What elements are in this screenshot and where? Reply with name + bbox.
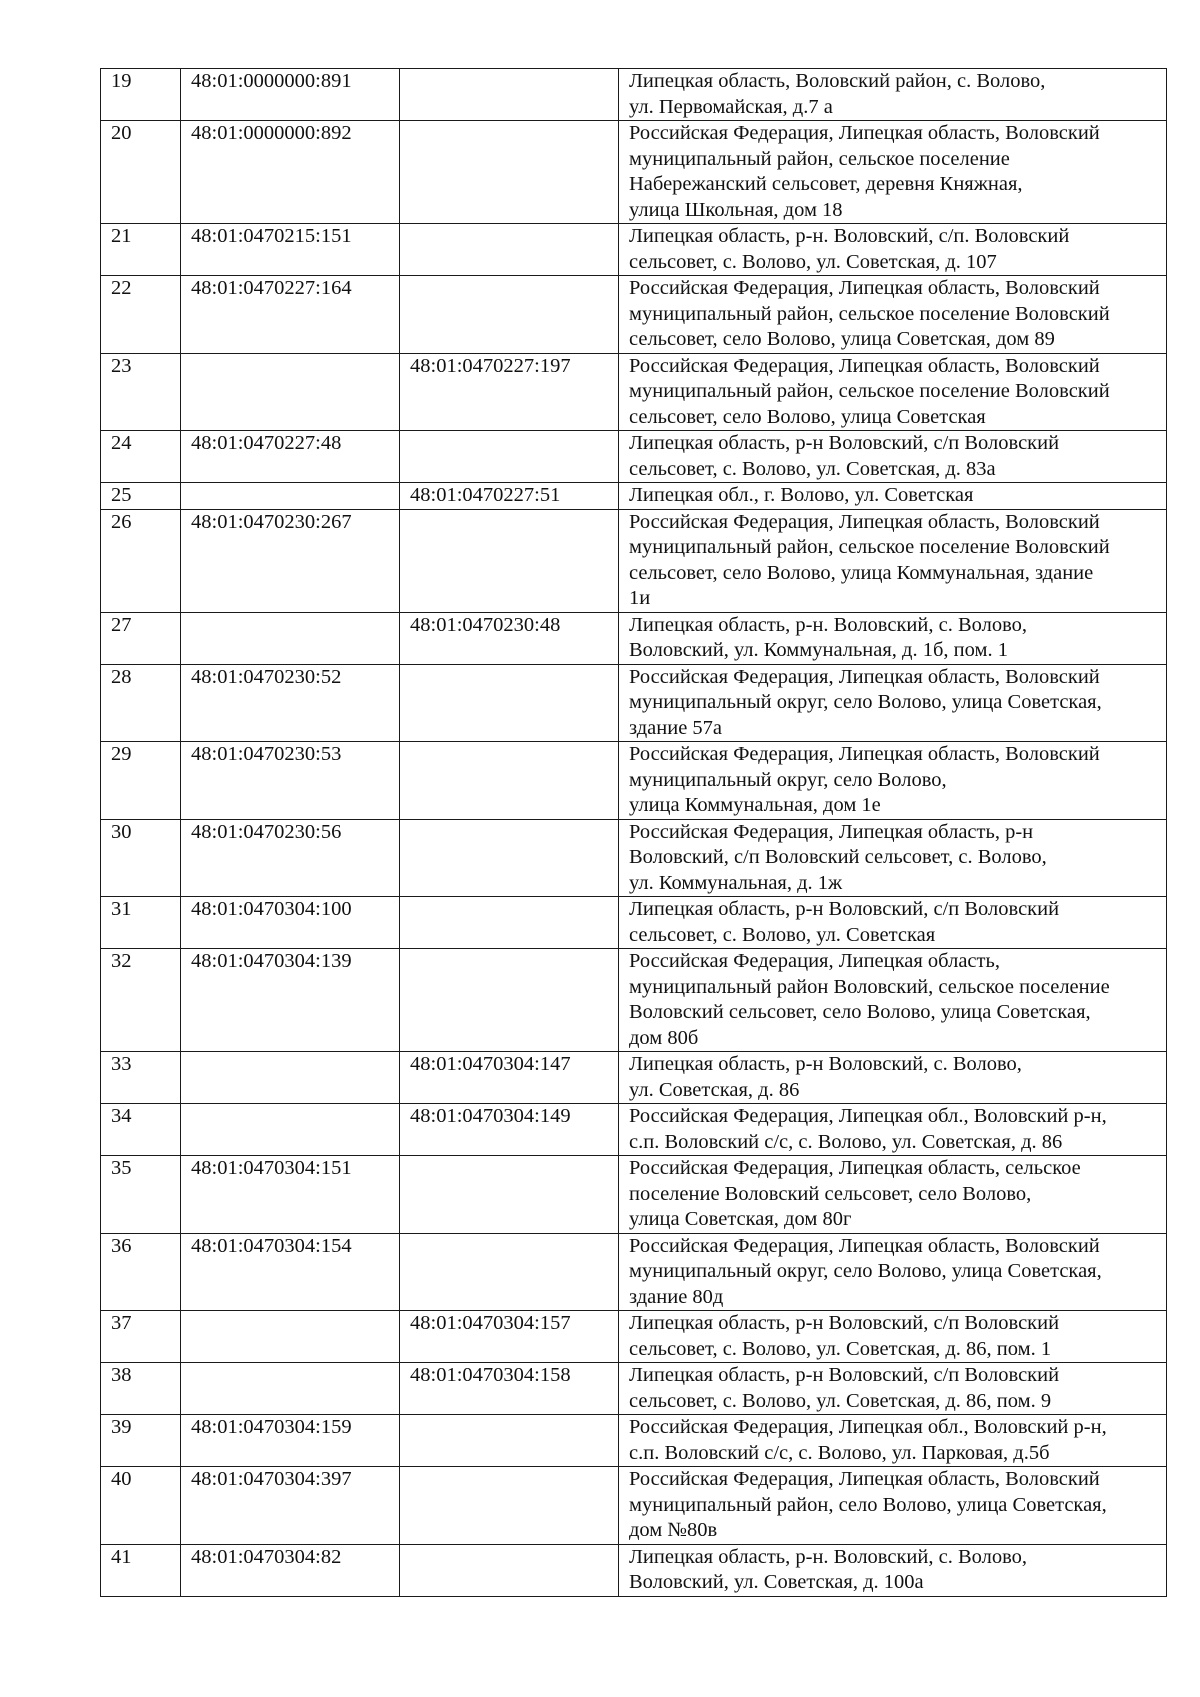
land-cadastral-cell: 48:01:0470215:151 — [181, 224, 400, 276]
building-cadastral-cell: 48:01:0470304:157 — [400, 1311, 619, 1363]
table-row — [101, 664, 1167, 742]
row-number-cell: 28 — [101, 664, 181, 742]
land-cadastral-cell: 48:01:0470230:56 — [181, 819, 400, 897]
land-cadastral-cell: 48:01:0470304:139 — [181, 949, 400, 1052]
table-row — [101, 1311, 1167, 1363]
table-row — [101, 509, 1167, 612]
row-number-cell: 30 — [101, 819, 181, 897]
row-number-cell: 20 — [101, 121, 181, 224]
row-number-cell: 26 — [101, 509, 181, 612]
land-cadastral-cell: 48:01:0470304:151 — [181, 1156, 400, 1234]
table-row — [101, 224, 1167, 276]
address-cell: Российская Федерация, Липецкая область, Воловский муниципальный район, сельское поселение Набережанский сельсовет, деревня Княжная, улица Школьная, дом 18 — [619, 121, 1167, 224]
row-number-cell: 25 — [101, 483, 181, 510]
address-cell: Липецкая область, р-н Воловский, с. Волово, ул. Советская, д. 86 — [619, 1052, 1167, 1104]
table-row — [101, 1467, 1167, 1545]
table-row — [101, 819, 1167, 897]
building-cadastral-cell — [400, 1415, 619, 1467]
table-row — [101, 742, 1167, 820]
registry-table-body — [101, 69, 1167, 1597]
address-cell: Российская Федерация, Липецкая область, Воловский муниципальный район, сельское поселение Воловский сельсовет, село Волово, улица Коммунальная, здание 1и — [619, 509, 1167, 612]
building-cadastral-cell — [400, 224, 619, 276]
table-row — [101, 69, 1167, 121]
land-cadastral-cell: 48:01:0470304:397 — [181, 1467, 400, 1545]
address-cell: Российская Федерация, Липецкая обл., Воловский р-н, с.п. Воловский с/с, с. Волово, ул. Парковая, д.5б — [619, 1415, 1167, 1467]
address-cell: Российская Федерация, Липецкая область, муниципальный район Воловский, сельское поселение Воловский сельсовет, село Волово, улица Советская, дом 80б — [619, 949, 1167, 1052]
land-cadastral-cell — [181, 1104, 400, 1156]
table-row — [101, 1104, 1167, 1156]
document-page — [100, 68, 1166, 1597]
row-number-cell: 35 — [101, 1156, 181, 1234]
table-row — [101, 483, 1167, 510]
building-cadastral-cell — [400, 897, 619, 949]
building-cadastral-cell — [400, 1233, 619, 1311]
table-row — [101, 1544, 1167, 1596]
address-cell: Липецкая область, Воловский район, с. Волово, ул. Первомайская, д.7 а — [619, 69, 1167, 121]
address-cell: Липецкая обл., г. Волово, ул. Советская — [619, 483, 1167, 510]
address-cell: Российская Федерация, Липецкая область, Воловский муниципальный округ, село Волово, улица Коммунальная, дом 1е — [619, 742, 1167, 820]
table-row — [101, 949, 1167, 1052]
building-cadastral-cell — [400, 509, 619, 612]
address-cell: Российская Федерация, Липецкая область, сельское поселение Воловский сельсовет, село Волово, улица Советская, дом 80г — [619, 1156, 1167, 1234]
row-number-cell: 19 — [101, 69, 181, 121]
building-cadastral-cell — [400, 121, 619, 224]
building-cadastral-cell — [400, 819, 619, 897]
land-cadastral-cell: 48:01:0470304:100 — [181, 897, 400, 949]
row-number-cell: 38 — [101, 1363, 181, 1415]
table-row — [101, 1156, 1167, 1234]
land-cadastral-cell — [181, 612, 400, 664]
table-row — [101, 1363, 1167, 1415]
building-cadastral-cell: 48:01:0470304:158 — [400, 1363, 619, 1415]
address-cell: Российская Федерация, Липецкая область, Воловский муниципальный округ, село Волово, улица Советская, здание 80д — [619, 1233, 1167, 1311]
table-row — [101, 897, 1167, 949]
row-number-cell: 39 — [101, 1415, 181, 1467]
table-row — [101, 431, 1167, 483]
row-number-cell: 32 — [101, 949, 181, 1052]
building-cadastral-cell — [400, 742, 619, 820]
building-cadastral-cell — [400, 1156, 619, 1234]
building-cadastral-cell: 48:01:0470227:51 — [400, 483, 619, 510]
address-cell: Российская Федерация, Липецкая обл., Воловский р-н, с.п. Воловский с/с, с. Волово, ул. Советская, д. 86 — [619, 1104, 1167, 1156]
building-cadastral-cell: 48:01:0470230:48 — [400, 612, 619, 664]
row-number-cell: 22 — [101, 276, 181, 354]
address-cell: Российская Федерация, Липецкая область, Воловский муниципальный округ, село Волово, улица Советская, здание 57а — [619, 664, 1167, 742]
building-cadastral-cell — [400, 664, 619, 742]
land-cadastral-cell: 48:01:0470227:48 — [181, 431, 400, 483]
table-row — [101, 1233, 1167, 1311]
table-row — [101, 1052, 1167, 1104]
land-cadastral-cell — [181, 483, 400, 510]
building-cadastral-cell — [400, 276, 619, 354]
table-row — [101, 276, 1167, 354]
land-cadastral-cell — [181, 1052, 400, 1104]
address-cell: Липецкая область, р-н. Воловский, с. Волово, Воловский, ул. Советская, д. 100а — [619, 1544, 1167, 1596]
address-cell: Липецкая область, р-н Воловский, с/п Воловский сельсовет, с. Волово, ул. Советская, д. 86, пом. 1 — [619, 1311, 1167, 1363]
row-number-cell: 29 — [101, 742, 181, 820]
row-number-cell: 37 — [101, 1311, 181, 1363]
building-cadastral-cell — [400, 949, 619, 1052]
building-cadastral-cell: 48:01:0470304:147 — [400, 1052, 619, 1104]
table-row — [101, 1415, 1167, 1467]
building-cadastral-cell: 48:01:0470304:149 — [400, 1104, 619, 1156]
registry-table — [100, 68, 1167, 1597]
land-cadastral-cell: 48:01:0470227:164 — [181, 276, 400, 354]
row-number-cell: 36 — [101, 1233, 181, 1311]
land-cadastral-cell: 48:01:0470304:159 — [181, 1415, 400, 1467]
address-cell: Липецкая область, р-н. Воловский, с/п. Воловский сельсовет, с. Волово, ул. Советская, д. 107 — [619, 224, 1167, 276]
address-cell: Липецкая область, р-н. Воловский, с. Волово, Воловский, ул. Коммунальная, д. 1б, пом. 1 — [619, 612, 1167, 664]
building-cadastral-cell — [400, 1467, 619, 1545]
table-row — [101, 612, 1167, 664]
table-row — [101, 353, 1167, 431]
address-cell: Российская Федерация, Липецкая область, р-н Воловский, с/п Воловский сельсовет, с. Волово, ул. Коммунальная, д. 1ж — [619, 819, 1167, 897]
land-cadastral-cell: 48:01:0470230:267 — [181, 509, 400, 612]
land-cadastral-cell: 48:01:0470304:82 — [181, 1544, 400, 1596]
address-cell: Российская Федерация, Липецкая область, Воловский муниципальный район, село Волово, улица Советская, дом №80в — [619, 1467, 1167, 1545]
land-cadastral-cell — [181, 1363, 400, 1415]
row-number-cell: 24 — [101, 431, 181, 483]
building-cadastral-cell — [400, 69, 619, 121]
row-number-cell: 33 — [101, 1052, 181, 1104]
building-cadastral-cell: 48:01:0470227:197 — [400, 353, 619, 431]
table-row — [101, 121, 1167, 224]
land-cadastral-cell: 48:01:0470304:154 — [181, 1233, 400, 1311]
row-number-cell: 23 — [101, 353, 181, 431]
building-cadastral-cell — [400, 1544, 619, 1596]
land-cadastral-cell — [181, 1311, 400, 1363]
row-number-cell: 27 — [101, 612, 181, 664]
land-cadastral-cell: 48:01:0000000:891 — [181, 69, 400, 121]
row-number-cell: 21 — [101, 224, 181, 276]
address-cell: Липецкая область, р-н Воловский, с/п Воловский сельсовет, с. Волово, ул. Советская, д. 83а — [619, 431, 1167, 483]
row-number-cell: 34 — [101, 1104, 181, 1156]
land-cadastral-cell: 48:01:0000000:892 — [181, 121, 400, 224]
building-cadastral-cell — [400, 431, 619, 483]
row-number-cell: 31 — [101, 897, 181, 949]
address-cell: Липецкая область, р-н Воловский, с/п Воловский сельсовет, с. Волово, ул. Советская — [619, 897, 1167, 949]
row-number-cell: 41 — [101, 1544, 181, 1596]
land-cadastral-cell: 48:01:0470230:53 — [181, 742, 400, 820]
land-cadastral-cell: 48:01:0470230:52 — [181, 664, 400, 742]
address-cell: Российская Федерация, Липецкая область, Воловский муниципальный район, сельское поселение Воловский сельсовет, село Волово, улица Советская — [619, 353, 1167, 431]
row-number-cell: 40 — [101, 1467, 181, 1545]
address-cell: Липецкая область, р-н Воловский, с/п Воловский сельсовет, с. Волово, ул. Советская, д. 86, пом. 9 — [619, 1363, 1167, 1415]
land-cadastral-cell — [181, 353, 400, 431]
address-cell: Российская Федерация, Липецкая область, Воловский муниципальный район, сельское поселение Воловский сельсовет, село Волово, улица Советская, дом 89 — [619, 276, 1167, 354]
